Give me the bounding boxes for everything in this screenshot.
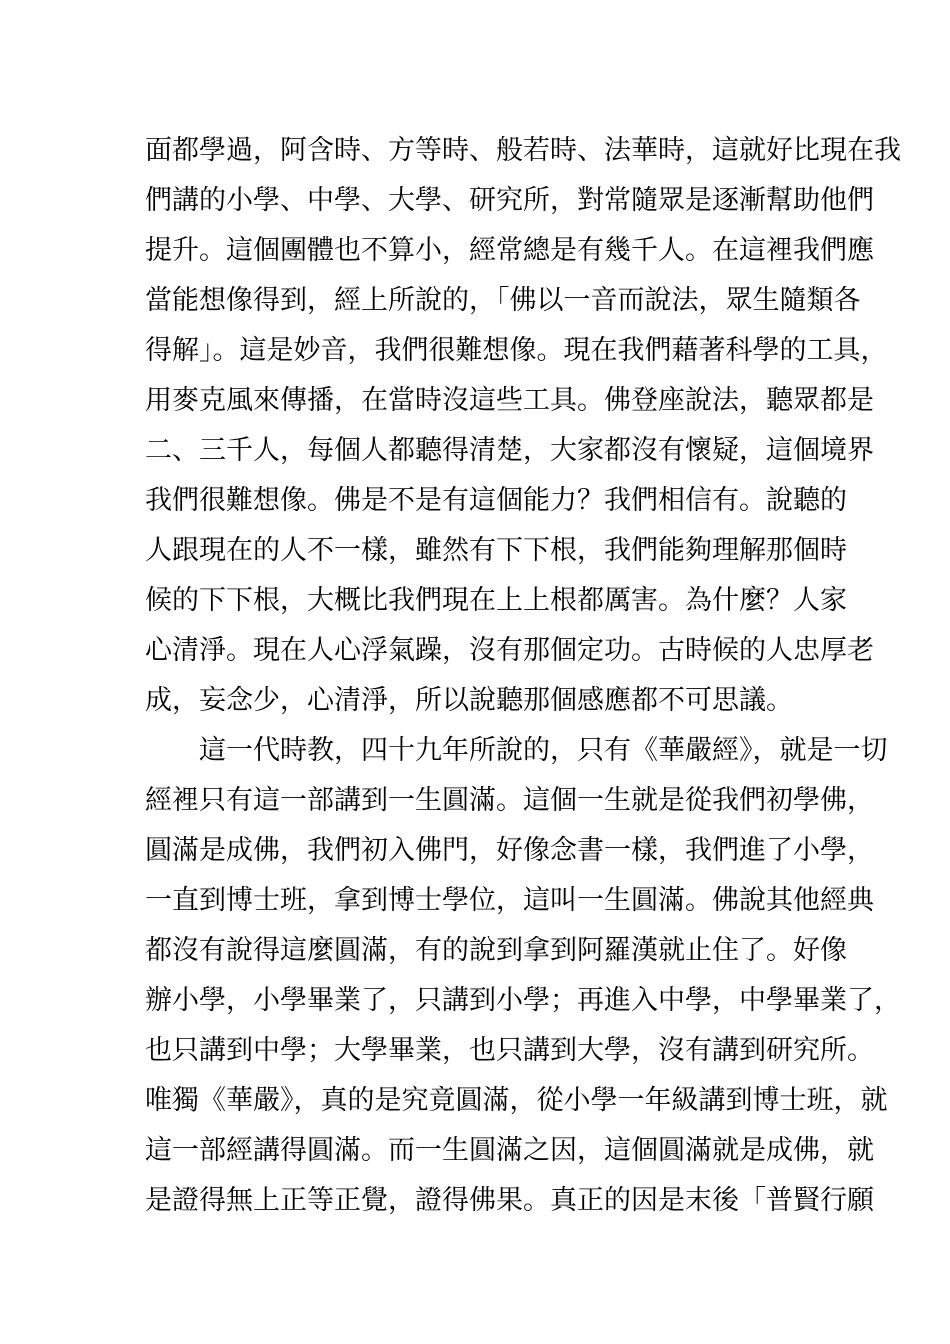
text-line: 人跟現在的人不一樣，雖然有下下根，我們能夠理解那個時	[145, 535, 847, 566]
text-line: 成，妄念少，心清淨，所以說聽那個感應都不可思議。	[145, 685, 793, 716]
text-line: 心清淨。現在人心浮氣躁，沒有那個定功。古時候的人忠厚老	[145, 635, 874, 666]
text-line: 這一部經講得圓滿。而一生圓滿之因，這個圓滿就是成佛，就	[145, 1135, 874, 1166]
text-line: 唯獨《華嚴》，真的是究竟圓滿，從小學一年級講到博士班，就	[145, 1085, 888, 1116]
text-line: 二、三千人，每個人都聽得清楚，大家都沒有懷疑，這個境界	[145, 435, 874, 466]
text-line: 圓滿是成佛，我們初入佛門，好像念書一樣，我們進了小學，	[145, 835, 874, 866]
text-line: 一直到博士班，拿到博士學位，這叫一生圓滿。佛說其他經典	[145, 885, 874, 916]
text-line: 都沒有說得這麼圓滿，有的說到拿到阿羅漢就止住了。好像	[145, 935, 847, 966]
text-line: 當能想像得到，經上所說的，「佛以一音而說法，眾生隨類各	[145, 285, 861, 316]
text-line: 們講的小學、中學、大學、研究所，對常隨眾是逐漸幫助他們	[145, 185, 874, 216]
text-line: 經裡只有這一部講到一生圓滿。這個一生就是從我們初學佛，	[145, 785, 874, 816]
text-line: 辦小學，小學畢業了，只講到小學；再進入中學，中學畢業了，	[145, 985, 901, 1016]
text-line: 是證得無上正等正覺，證得佛果。真正的因是末後「普賢行願	[145, 1185, 874, 1216]
text-line: 得解」。這是妙音，我們很難想像。現在我們藉著科學的工具，	[145, 335, 888, 366]
text-line: 我們很難想像。佛是不是有這個能力？我們相信有。說聽的	[145, 485, 847, 516]
text-line: 提升。這個團體也不算小，經常總是有幾千人。在這裡我們應	[145, 235, 874, 266]
text-line: 候的下下根，大概比我們現在上上根都厲害。為什麼？人家	[145, 585, 847, 616]
text-line: 用麥克風來傳播，在當時沒這些工具。佛登座說法，聽眾都是	[145, 385, 874, 416]
text-line: 面都學過，阿含時、方等時、般若時、法華時，這就好比現在我	[145, 135, 901, 166]
body-text	[145, 126, 901, 1226]
text-line: 也只講到中學；大學畢業，也只講到大學，沒有講到研究所。	[145, 1035, 874, 1066]
text-line: 這一代時教，四十九年所說的，只有《華嚴經》，就是一切	[145, 735, 888, 766]
